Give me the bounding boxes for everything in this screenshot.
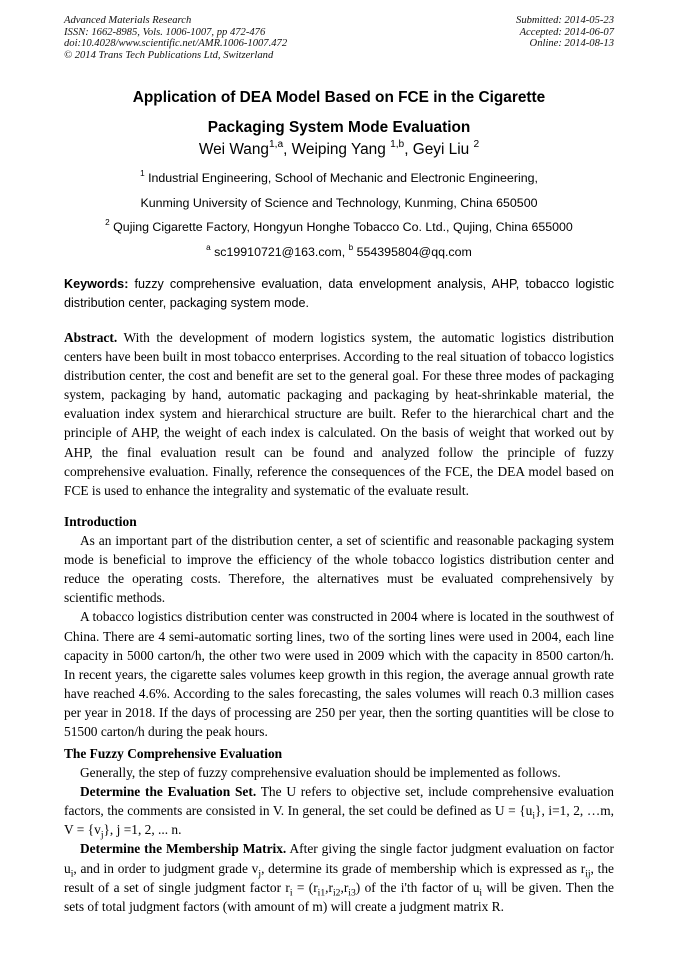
journal-header-right <box>516 15 614 50</box>
evaluation-set-heading: Determine the Evaluation Set. <box>80 784 257 800</box>
email-a: sc19910721@163.com, <box>210 245 349 259</box>
submitted-date: Submitted: 2014-05-23 <box>516 15 614 26</box>
author-2-sup: 1,b <box>390 138 405 150</box>
author-list: Wei Wang$^{1,a}$, Weiping Yang $^{1,b}$, Geyi Liu $^2$ <box>198 138 480 158</box>
fce-p3-text-b: , and in order to judgment grade v <box>73 860 259 876</box>
keywords <box>64 275 614 313</box>
fce-section <box>64 744 614 916</box>
fce-paragraph-2 <box>64 782 615 842</box>
accepted-date: Accepted: 2014-06-07 <box>519 26 614 38</box>
email-b-sup: b <box>348 243 354 253</box>
affiliation-1-line-1 <box>64 171 614 185</box>
issn-line: ISSN: 1662-8985, Vols. 1006-1007, pp 472-476 <box>64 26 266 38</box>
fce-p3-sub-1: i <box>70 868 74 880</box>
author-1-sup: 1,a <box>268 138 284 150</box>
membership-matrix-heading: Determine the Membership Matrix. <box>80 841 287 857</box>
email-b: 554395804@qq.com <box>353 245 472 259</box>
fce-p3-sub-4: i <box>289 887 293 899</box>
fce-p3-text-g: ,r <box>340 879 349 895</box>
affiliation-1-line-2: Kunming University of Science and Technology, Kunming, China 650500 <box>140 196 538 210</box>
fce-p3-text-c: , determine its grade of membership which is expressed as r <box>261 860 586 876</box>
doi-line: doi:10.4028/www.scientific.net/AMR.1006-1007.472 <box>64 38 288 50</box>
author-1: Wei Wang <box>198 141 269 158</box>
fce-paragraph-1: Generally, the step of fuzzy comprehensive evaluation should be implemented as follows. <box>80 765 561 781</box>
online-date: Online: 2014-08-13 <box>529 38 614 50</box>
author-2: Weiping Yang <box>291 141 391 158</box>
fce-p3-sub-8: i <box>479 887 483 899</box>
fce-p3-sub-6: i2 <box>332 887 341 899</box>
fce-p3-sub-3: ij <box>585 868 591 880</box>
affiliation-2 <box>64 220 614 234</box>
email-a-sup: a <box>206 243 211 253</box>
introduction-paragraph-2: A tobacco logistics distribution center was constructed in 2004 where is located in the southwest of China. There are 4 semi-automatic sorting lines, two of the sorting lines were used in 2004, each line capacity in 5000 carton/h, the other two were used in 2009 which with the capacity in 8500 carton/h. In recent years, the cigarette sales volumes keep growth in this region, the average annual growth rate have reached 4.6%. According to the sales forecasting, the sales volumes will reach 0.3 million cases per year in 2018. If the days of processing are 250 per year, then the sorting quantities will be close to 51500 carton/h during the peak hours. <box>64 609 614 740</box>
journal-name: Advanced Materials Research <box>64 15 192 26</box>
abstract-label: Abstract. <box>64 330 118 345</box>
keywords-text: fuzzy comprehensive evaluation, data envelopment analysis, AHP, tobacco logistic distribution center, packaging system mode. <box>64 277 614 310</box>
journal-header-left <box>64 15 287 61</box>
aff-1-text: Industrial Engineering, School of Mechanic and Electronic Engineering, <box>144 171 538 185</box>
aff-2-sup: 2 <box>105 218 110 228</box>
introduction-heading: Introduction <box>64 514 137 529</box>
fce-p2-text-a: The U refers to objective set, include comprehensive evaluation factors, the comments are consisted in V. In general, the set could be defined as U = {u <box>64 784 615 819</box>
fce-p3-text-f: ,r <box>325 879 333 895</box>
fce-p3-text-a: After giving the single factor judgment evaluation on factor u <box>64 841 615 876</box>
abstract-text: With the development of modern logistics system, the automatic logistics distribution centers have been built in most tobacco enterprises. According to the real situation of tobacco logistics distribution center, the cost and benefit are set to the general goal. For these three modes of packaging system, packaging by hand, automatic packaging and packaging by heat-shrinkable material, the evaluation index system and hierarchical structure are built. Refer to the hierarchical chart and the principle of AHP, the weight of each index is calculated. On the basis of weight that worked out by AHP, the final evaluation result can be found and analyzed follow the principle of fuzzy comprehensive evaluation. Finally, reference the consequences of the FCE, the DEA model based on FCE is used to enhance the integrality and systematic of the evaluate result. <box>64 330 614 498</box>
paper-title <box>64 83 614 143</box>
title-line-1: Application of DEA Model Based on FCE in the Cigarette <box>132 89 546 106</box>
abstract <box>64 328 614 500</box>
fce-p3-sub-7: i3 <box>348 887 356 899</box>
aff-2-text: Qujing Cigarette Factory, Hongyun Honghe Tobacco Co. Ltd., Qujing, China 655000 <box>109 220 573 234</box>
keywords-label: Keywords: <box>64 277 129 291</box>
introduction-paragraph-1: As an important part of the distribution center, a set of scientific and reasonable packaging system mode is beneficial to improve the efficiency of the whole tobacco logistics distribution center and reduce the operating costs. Therefore, the alternatives must be evaluated comprehensively by scientific methods. <box>64 533 614 606</box>
fce-p2-sub-i: i <box>532 810 536 822</box>
fce-p3-text-i: will be given. Then the sets of total judgment factors (with amount of m) will create a judgment matrix R. <box>64 879 614 914</box>
aff-1-sup: 1 <box>140 169 145 179</box>
fce-p2-text-b: }, i=1, 2, …m, V = {v <box>64 803 614 838</box>
fce-heading: The Fuzzy Comprehensive Evaluation <box>64 746 283 761</box>
title-line-2: Packaging System Mode Evaluation <box>207 119 471 136</box>
fce-p2-text-c: }, j =1, 2, ... n. <box>103 822 182 838</box>
fce-paragraph-3 <box>64 839 614 915</box>
fce-p3-text-h: ) of the i'th factor of u <box>355 879 480 895</box>
fce-p3-sub-5: i1 <box>317 887 326 899</box>
copyright-line: © 2014 Trans Tech Publications Ltd, Switzerland <box>64 49 274 61</box>
fce-p3-text-d: , the result of a set of single judgment factor r <box>64 860 614 895</box>
introduction-section <box>64 512 614 741</box>
author-3: Geyi Liu <box>412 141 474 158</box>
email-line <box>64 245 614 259</box>
fce-p3-text-e: = (r <box>292 879 318 895</box>
author-3-sup: 2 <box>473 138 480 150</box>
fce-p3-sub-2: j <box>258 868 262 880</box>
fce-p2-sub-j: j <box>100 830 104 842</box>
